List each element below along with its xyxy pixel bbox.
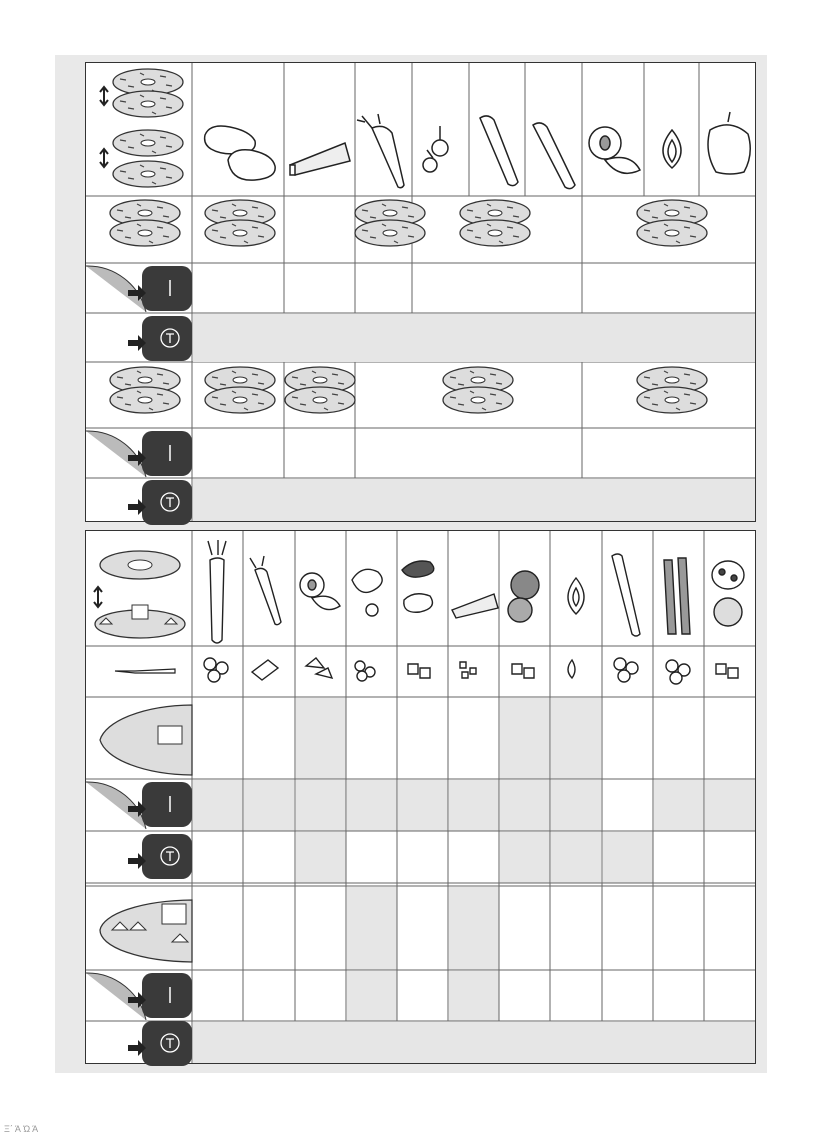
small-cube-icon [460, 662, 476, 678]
cube-shape-icon [716, 664, 738, 678]
diagonal-slice-icon [252, 660, 278, 680]
cube-shape-icon [408, 664, 430, 678]
tomato-icon [508, 571, 539, 622]
cucumber-icon [612, 554, 640, 636]
daikon-icon [208, 540, 226, 643]
slice-shape-icon [204, 658, 228, 682]
footer-text: Ξ΄ Ά Ώ Ά [4, 1124, 39, 1134]
onion-icon [568, 578, 584, 614]
ginger-icon [352, 569, 382, 616]
sweet-potato-icon [402, 561, 434, 612]
onion-piece-icon [568, 660, 575, 678]
round-chunk-icon [355, 661, 375, 681]
round-chunk-icon [666, 660, 690, 684]
cube-shape-icon [512, 664, 534, 678]
carrot-icon [250, 556, 281, 625]
wedge-shape-icon [306, 658, 332, 678]
slice-shape-icon [614, 658, 638, 682]
lotus-root-icon [712, 561, 744, 626]
cheese-icon [452, 594, 498, 618]
apple-icon [300, 573, 340, 610]
burdock-icon [664, 558, 690, 634]
